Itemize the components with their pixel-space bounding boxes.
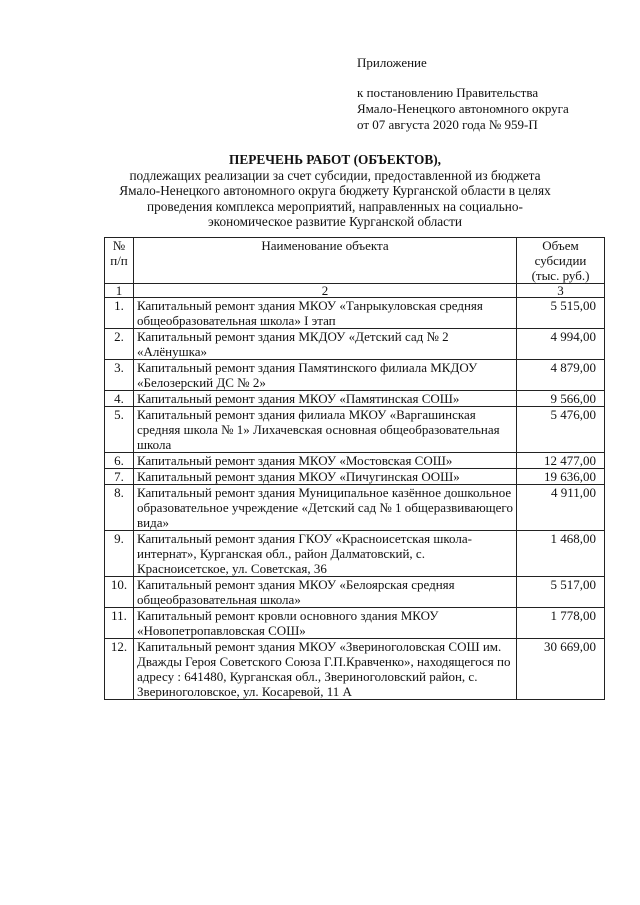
row-value: 4 994,00 (517, 329, 605, 360)
appendix-header (357, 55, 569, 133)
index-2: 2 (134, 284, 517, 298)
row-name: Капитальный ремонт кровли основного здания МКОУ «Новопетропавловская СОШ» (134, 608, 517, 639)
row-value: 5 515,00 (517, 298, 605, 329)
table-row (105, 298, 605, 329)
title-sub-3: проведения комплекса мероприятий, направленных на социально- (147, 198, 523, 214)
index-1: 1 (105, 284, 134, 298)
row-number: 3. (105, 360, 134, 391)
row-name: Капитальный ремонт здания Памятинского филиала МКДОУ «Белозерский ДС № 2» (134, 360, 517, 391)
row-value: 12 477,00 (517, 453, 605, 469)
row-value: 4 879,00 (517, 360, 605, 391)
table-row (105, 577, 605, 608)
table-row (105, 485, 605, 531)
row-name: Капитальный ремонт здания МКОУ «Звериноголовская СОШ им. Дважды Героя Советского Союза Г.П.Кравченко», находящегося по адресу : 641480, Курганская обл., Звериноголовский район, с. Звериноголовское, ул. Косаревой, 11 А (134, 639, 517, 700)
title-main: ПЕРЕЧЕНЬ РАБОТ (ОБЪЕКТОВ), (229, 152, 441, 167)
row-value: 30 669,00 (517, 639, 605, 700)
row-number: 4. (105, 391, 134, 407)
table-index-row (105, 284, 605, 298)
row-name: Капитальный ремонт здания филиала МКОУ «Варгашинская средняя школа № 1» Лихачевская основная общеобразовательная школа (134, 407, 517, 453)
row-name: Капитальный ремонт здания Муниципальное казённое дошкольное образовательное учреждение «Детский сад № 1 общеразвивающего вида» (134, 485, 517, 531)
table-row (105, 329, 605, 360)
works-table (104, 237, 605, 700)
table-row (105, 608, 605, 639)
header-number: № п/п (105, 238, 134, 284)
row-number: 9. (105, 531, 134, 577)
row-number: 2. (105, 329, 134, 360)
row-name: Капитальный ремонт здания МКОУ «Белоярская средняя общеобразовательная школа» (134, 577, 517, 608)
row-value: 19 636,00 (517, 469, 605, 485)
row-number: 11. (105, 608, 134, 639)
row-value: 9 566,00 (517, 391, 605, 407)
appendix-line-2: Ямало-Ненецкого автономного округа (357, 101, 569, 116)
title-sub-2: Ямало-Ненецкого автономного округа бюджету Курганской области в целях (119, 183, 551, 198)
row-value: 5 476,00 (517, 407, 605, 453)
document-title (60, 152, 610, 230)
appendix-label: Приложение (357, 55, 427, 70)
row-number: 5. (105, 407, 134, 453)
row-value: 4 911,00 (517, 485, 605, 531)
header-value: Объем субсидии (тыс. руб.) (517, 238, 605, 284)
title-sub-1: подлежащих реализации за счет субсидии, предоставленной из бюджета (129, 167, 541, 183)
row-number: 6. (105, 453, 134, 469)
row-name: Капитальный ремонт здания МКОУ «Памятинская СОШ» (134, 391, 517, 407)
row-name: Капитальный ремонт здания МКОУ «Мостовская СОШ» (134, 453, 517, 469)
row-number: 8. (105, 485, 134, 531)
table-row (105, 453, 605, 469)
table-row (105, 639, 605, 700)
table-row (105, 360, 605, 391)
appendix-line-3: от 07 августа 2020 года № 959-П (357, 117, 538, 132)
table-header-row (105, 238, 605, 284)
row-name: Капитальный ремонт здания МКОУ «Танрыкуловская средняя общеобразовательная школа» I этап (134, 298, 517, 329)
row-name: Капитальный ремонт здания ГКОУ «Красноисетская школа-интернат», Курганская обл., район Далматовский, с. Красноисетское, ул. Советская, 36 (134, 531, 517, 577)
table-row (105, 407, 605, 453)
index-3: 3 (517, 284, 605, 298)
row-number: 1. (105, 298, 134, 329)
appendix-line-1: к постановлению Правительства (357, 85, 539, 100)
row-number: 7. (105, 469, 134, 485)
table-row (105, 531, 605, 577)
row-value: 1 778,00 (517, 608, 605, 639)
header-name: Наименование объекта (134, 238, 517, 284)
row-number: 10. (105, 577, 134, 608)
row-value: 5 517,00 (517, 577, 605, 608)
row-name: Капитальный ремонт здания МКОУ «Пичугинская ООШ» (134, 469, 517, 485)
table-row (105, 469, 605, 485)
row-value: 1 468,00 (517, 531, 605, 577)
table-row (105, 391, 605, 407)
row-number: 12. (105, 639, 134, 700)
title-sub-4: экономическое развитие Курганской области (207, 214, 463, 229)
row-name: Капитальный ремонт здания МКДОУ «Детский сад № 2 «Алёнушка» (134, 329, 517, 360)
